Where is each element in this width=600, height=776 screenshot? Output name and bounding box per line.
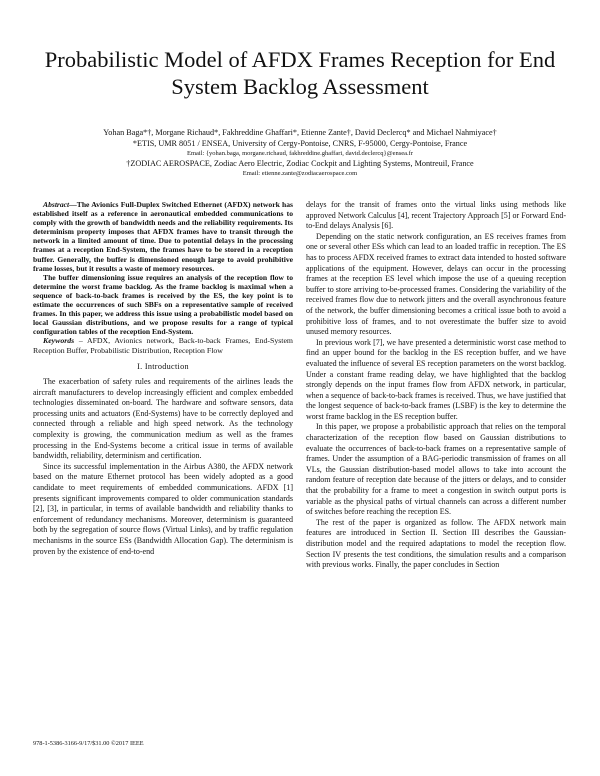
paragraph: Depending on the static network configuration, an ES receives frames from one or several other ESs which can lead to an loaded traffic in reception. The ES has to process AFDX received frames to extract data intended to hosted software applications of the equipment. However, delays can occur in the processing frames at the reception ES level which impose the use of a queuing reception buffer to store arriving to-be-processed frames. Considering the variability of the received frames flow due to network jitters and the overall asynchronous feature of the network, the buffer dimensioning becomes a critical issue both to avoid a prohibitive loss of frames, and to not overestimate the buffer size to avoid unused memory resources. bbox=[306, 231, 566, 337]
paragraph: Since its successful implementation in the Airbus A380, the AFDX network based on the mature Ethernet protocol has been widely adopted as a good candidate to meet requirements of embedded communications. AFDX [1] presents significant improvements compared to older communication standards [2], [3], in particular, in terms of available bandwidth and reliability thanks to enforcement of redundancy mechanisms. Moreover, determinism is guaranteed both by the segregation of source flows (Virtual Links), and by traffic regulation mechanisms in the source ESs (Bandwidth Allocation Gap). The determinism is proven by the existence of end-to-end bbox=[33, 461, 293, 556]
left-column bbox=[33, 200, 293, 557]
paragraph: The exacerbation of safety rules and requirements of the airlines leads the aircraft manufacturers to develop increasingly efficient and complex embedded technologies disseminated on-board. The hardware and software sensors, data processing units and actuators (End-Systems) have to be correctly deployed and connected through a reliable and high speed network. As the technology complexity is growing, the communication medium as well as the frames processing in the End-Systems become a critical issue in terms of available bandwidth, reliability, determinism and certification. bbox=[33, 377, 293, 461]
paper-title: Probabilistic Model of AFDX Frames Reception for End System Backlog Assessment bbox=[44, 47, 556, 99]
abstract-paragraph-1: —The Avionics Full-Duplex Switched Ethernet (AFDX) network has established itself as a reference in aeronautical embedded communications to comply with the growth of bandwidth needs and the reliability requirements. Its determinism property imposes that AFDX frames have to transit through the network in a limited amount of time. Due to potential delays in the processing frames at a reception End-System, the frames have to be stored in a reception buffer. Generally, the buffer is dimensioned enough large to avoid prohibitive frame losses, but it results a waste of memory resources. bbox=[33, 200, 293, 273]
keywords-lead: Keywords bbox=[43, 336, 75, 346]
affiliation-1: *ETIS, UMR 8051 / ENSEA, University of Cergy-Pontoise, CNRS, F-95000, Cergy-Pontoise, France bbox=[132, 138, 468, 148]
section-heading: I. Introduction bbox=[137, 362, 189, 372]
paragraph: The rest of the paper is organized as follow. The AFDX network main features are introduced in Section II. Section III describes the Gaussian-distribution model and the required adaptations to model the reception flow. Section IV presents the test conditions, the simulation results and a comparison with previous works. Finally, the paper concludes in Section bbox=[306, 517, 566, 570]
email-1: Email: {yohan.baga, morgane.richaud, fakhreddine.ghaffari, david.declercq}@ensea.fr bbox=[186, 150, 414, 157]
keywords-text: – AFDX, Avionics network, Back-to-back Frames, End-System Reception Buffer, Probabilistic Distribution, Reception Flow bbox=[33, 336, 293, 356]
abstract-paragraph-2: The buffer dimensioning issue requires an analysis of the reception flow to determine the worst frame backlog. As the frame backlog is maximal when a sequence of back-to-back frames is received by the ES, the key point is to estimate the occurrences of such SBFs on a representative sample of received frames. In this paper, we address this issue using a probabilistic model based on local Gaussian distributions, and we propose results for a range of typical configuration tables of the reception End-System. bbox=[33, 272, 293, 337]
paragraph: delays for the transit of frames onto the virtual links using methods like approved Network Calculus [4], recent Trajectory Approach [5] or Forward End-to-End delays Analysis [6]. bbox=[306, 200, 566, 231]
author-block bbox=[50, 128, 550, 179]
keywords bbox=[33, 336, 293, 356]
email-2: Email: etienne.zante@zodiacaerospace.com bbox=[242, 170, 358, 177]
abstract bbox=[33, 200, 293, 336]
right-column bbox=[306, 200, 566, 571]
paragraph: In previous work [7], we have presented a deterministic worst case method to find an upper bound for the backlog in the ES reception buffer, and we have evaluated the influence of several ES reception parameters on the worst backlog. Under a constant frame reading delay, we have highlighted that the backlog strongly depends on the input frames flow from AFDX network, in particular, when a sequence of back-to-back frames is received. Thus, we have justified that the longest sequence of back-to-back frames (LSBF) is the key to determine the worst frame backlog in the ES reception buffer. bbox=[306, 337, 566, 421]
paragraph: In this paper, we propose a probabilistic approach that relies on the temporal characterization of the reception flow based on Gaussian distributions to evaluate the occurrences of back-to-back frames on a representative sample of frames. Under the assumption of a BAG-periodic transmission of frames on all VLs, the Gaussian distribution-based model allows to take into account the random feature of reception date because of the jitters or delays, and to consider that the probability for a frame to meet a congestion in switch output ports is variable as the physical paths of virtual channels can across a different number of switches before reaching the reception ES. bbox=[306, 422, 566, 517]
abstract-lead: Abstract bbox=[43, 200, 70, 209]
copyright-footer: 978-1-5386-3166-9/17/$31.00 ©2017 IEEE bbox=[33, 740, 144, 747]
author-list: Yohan Baga*†, Morgane Richaud*, Fakhreddine Ghaffari*, Etienne Zante†, David Declercq* and Michael Nahmiyace† bbox=[103, 128, 497, 137]
affiliation-2: †ZODIAC AEROSPACE, Zodiac Aero Electric, Zodiac Cockpit and Lighting Systems, Montreuil, France bbox=[126, 158, 474, 168]
